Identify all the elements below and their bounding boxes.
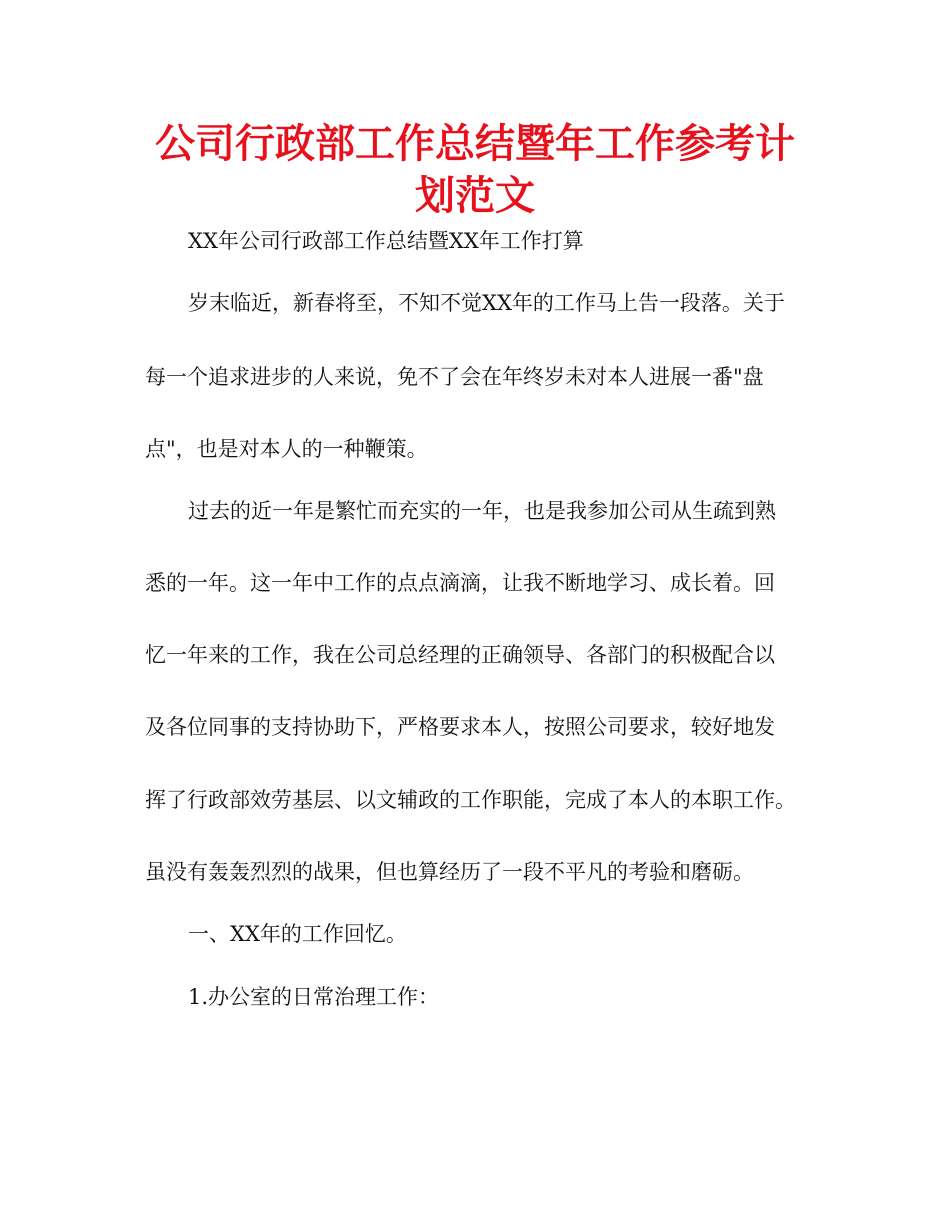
subtitle-line: XX年公司行政部工作总结暨XX年工作打算 xyxy=(188,229,584,253)
subsection-heading: 1.办公室的日常治理工作： xyxy=(188,985,440,1009)
paragraph-line: 忆一年来的工作，我在公司总经理的正确领导、各部门的积极配合以 xyxy=(145,643,775,667)
paragraph-line: 岁末临近，新春将至，不知不觉XX年的工作马上告一段落。关于 xyxy=(188,291,785,315)
section-heading: 一、XX年的工作回忆。 xyxy=(188,922,407,946)
paragraph-line: 虽没有轰轰烈烈的战果，但也算经历了一段不平凡的考验和磨砺。 xyxy=(145,860,754,884)
paragraph-line: 悉的一年。这一年中工作的点点滴滴，让我不断地学习、成长着。回 xyxy=(145,571,775,595)
paragraph-line: 点"，也是对本人的一种鞭策。 xyxy=(145,437,428,461)
paragraph-line: 挥了行政部效劳基层、以文辅政的工作职能，完成了本人的本职工作。 xyxy=(145,788,796,812)
paragraph-line: 过去的近一年是繁忙而充实的一年，也是我参加公司从生疏到熟 xyxy=(188,499,776,523)
document-title: 公司行政部工作总结暨年工作参考计划范文 xyxy=(155,121,795,219)
paragraph-line: 及各位同事的支持协助下，严格要求本人，按照公司要求，较好地发 xyxy=(145,715,775,739)
paragraph-line: 每一个追求进步的人来说，免不了会在年终岁未对本人进展一番"盘 xyxy=(145,365,764,389)
